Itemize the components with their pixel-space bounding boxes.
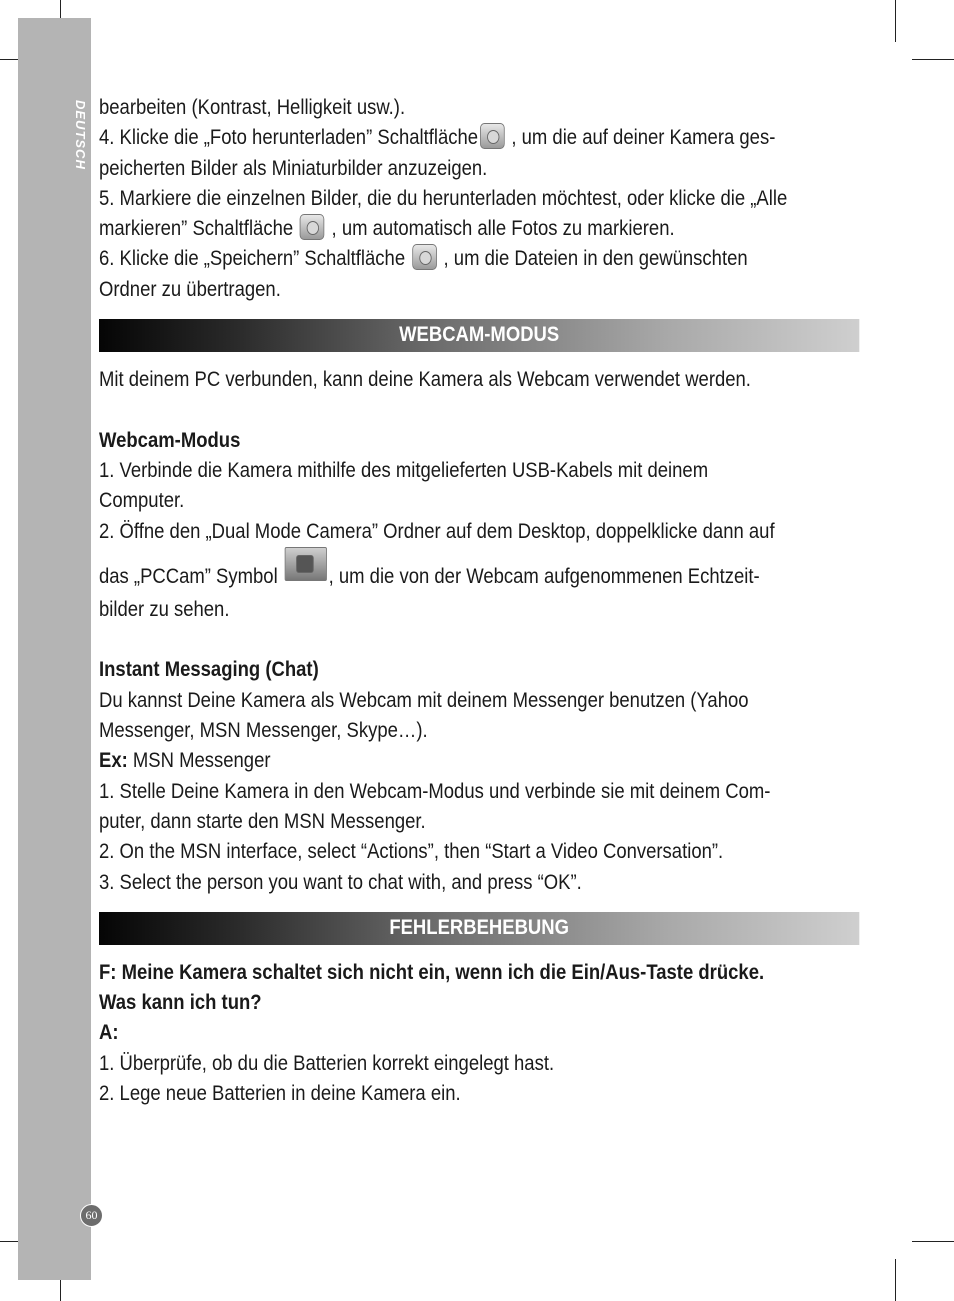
text-line: 1. Überprüfe, ob du die Batterien korrekt eingelegt hast.	[99, 1051, 555, 1075]
faq-answer-label: A:	[99, 1021, 119, 1045]
side-language-label: DEUTSCH	[73, 100, 88, 170]
text-line: 2. Lege neue Batterien in deine Kamera ein.	[99, 1082, 461, 1106]
save-icon	[412, 244, 437, 270]
crop-mark	[912, 1241, 954, 1242]
text-line: markieren” Schaltfläche , um automatisch alle Fotos zu markieren.	[99, 214, 859, 244]
download-photo-icon	[480, 123, 505, 149]
text-line: 3. Select the person you want to chat with, and press “OK”.	[99, 870, 582, 894]
crop-mark	[895, 0, 896, 42]
text-line: das „PCCam” Symbol , um die von der Webcam aufgenommenen Echtzeit-	[99, 547, 859, 595]
section-header-troubleshooting: FEHLERBEHEBUNG	[99, 912, 859, 945]
subheading: Instant Messaging (Chat)	[99, 658, 319, 682]
text-line: puter, dann starte den MSN Messenger.	[99, 809, 426, 833]
side-strip	[18, 18, 91, 1280]
text-line: 5. Markiere die einzelnen Bilder, die du herunterladen möchtest, oder klicke die „Alle	[99, 186, 788, 210]
text-line: 1. Stelle Deine Kamera in den Webcam-Modus und verbinde sie mit deinem Com-	[99, 779, 771, 803]
text-line: bearbeiten (Kontrast, Helligkeit usw.).	[99, 96, 406, 119]
text-line: Computer.	[99, 489, 185, 513]
text-line: 4. Klicke die „Foto herunterladen” Schaltfläche , um die auf deiner Kamera ges-	[99, 123, 859, 153]
text-line: 2. On the MSN interface, select “Actions”, then “Start a Video Conversation”.	[99, 840, 724, 864]
text-line: 2. Öffne den „Dual Mode Camera” Ordner auf dem Desktop, doppelklicke dann auf	[99, 519, 775, 543]
text-line: Du kannst Deine Kamera als Webcam mit deinem Messenger benutzen (Yahoo	[99, 688, 749, 712]
text-line: Mit deinem PC verbunden, kann deine Kamera als Webcam verwendet werden.	[99, 368, 751, 392]
page-number: 60	[80, 1204, 103, 1227]
section-header-webcam: WEBCAM-MODUS	[99, 319, 859, 352]
subheading: Webcam-Modus	[99, 428, 241, 452]
page-content	[99, 93, 859, 1109]
faq-question: Was kann ich tun?	[99, 991, 262, 1015]
text-line: 6. Klicke die „Speichern” Schaltfläche , um die Dateien in den gewünschten	[99, 244, 859, 274]
crop-mark	[912, 59, 954, 60]
text-line: 1. Verbinde die Kamera mithilfe des mitgelieferten USB-Kabels mit deinem	[99, 458, 709, 482]
select-all-icon	[300, 214, 325, 240]
text-line: Messenger, MSN Messenger, Skype…).	[99, 719, 428, 743]
pccam-icon	[285, 547, 327, 581]
text-line: peicherten Bilder als Miniaturbilder anzuzeigen.	[99, 156, 488, 180]
text-line: Ex: MSN Messenger	[99, 749, 271, 773]
text-line: bilder zu sehen.	[99, 597, 230, 621]
crop-mark	[895, 1259, 896, 1301]
faq-question: F: Meine Kamera schaltet sich nicht ein, wenn ich die Ein/Aus-Taste drücke.	[99, 960, 765, 984]
text-line: Ordner zu übertragen.	[99, 277, 281, 301]
